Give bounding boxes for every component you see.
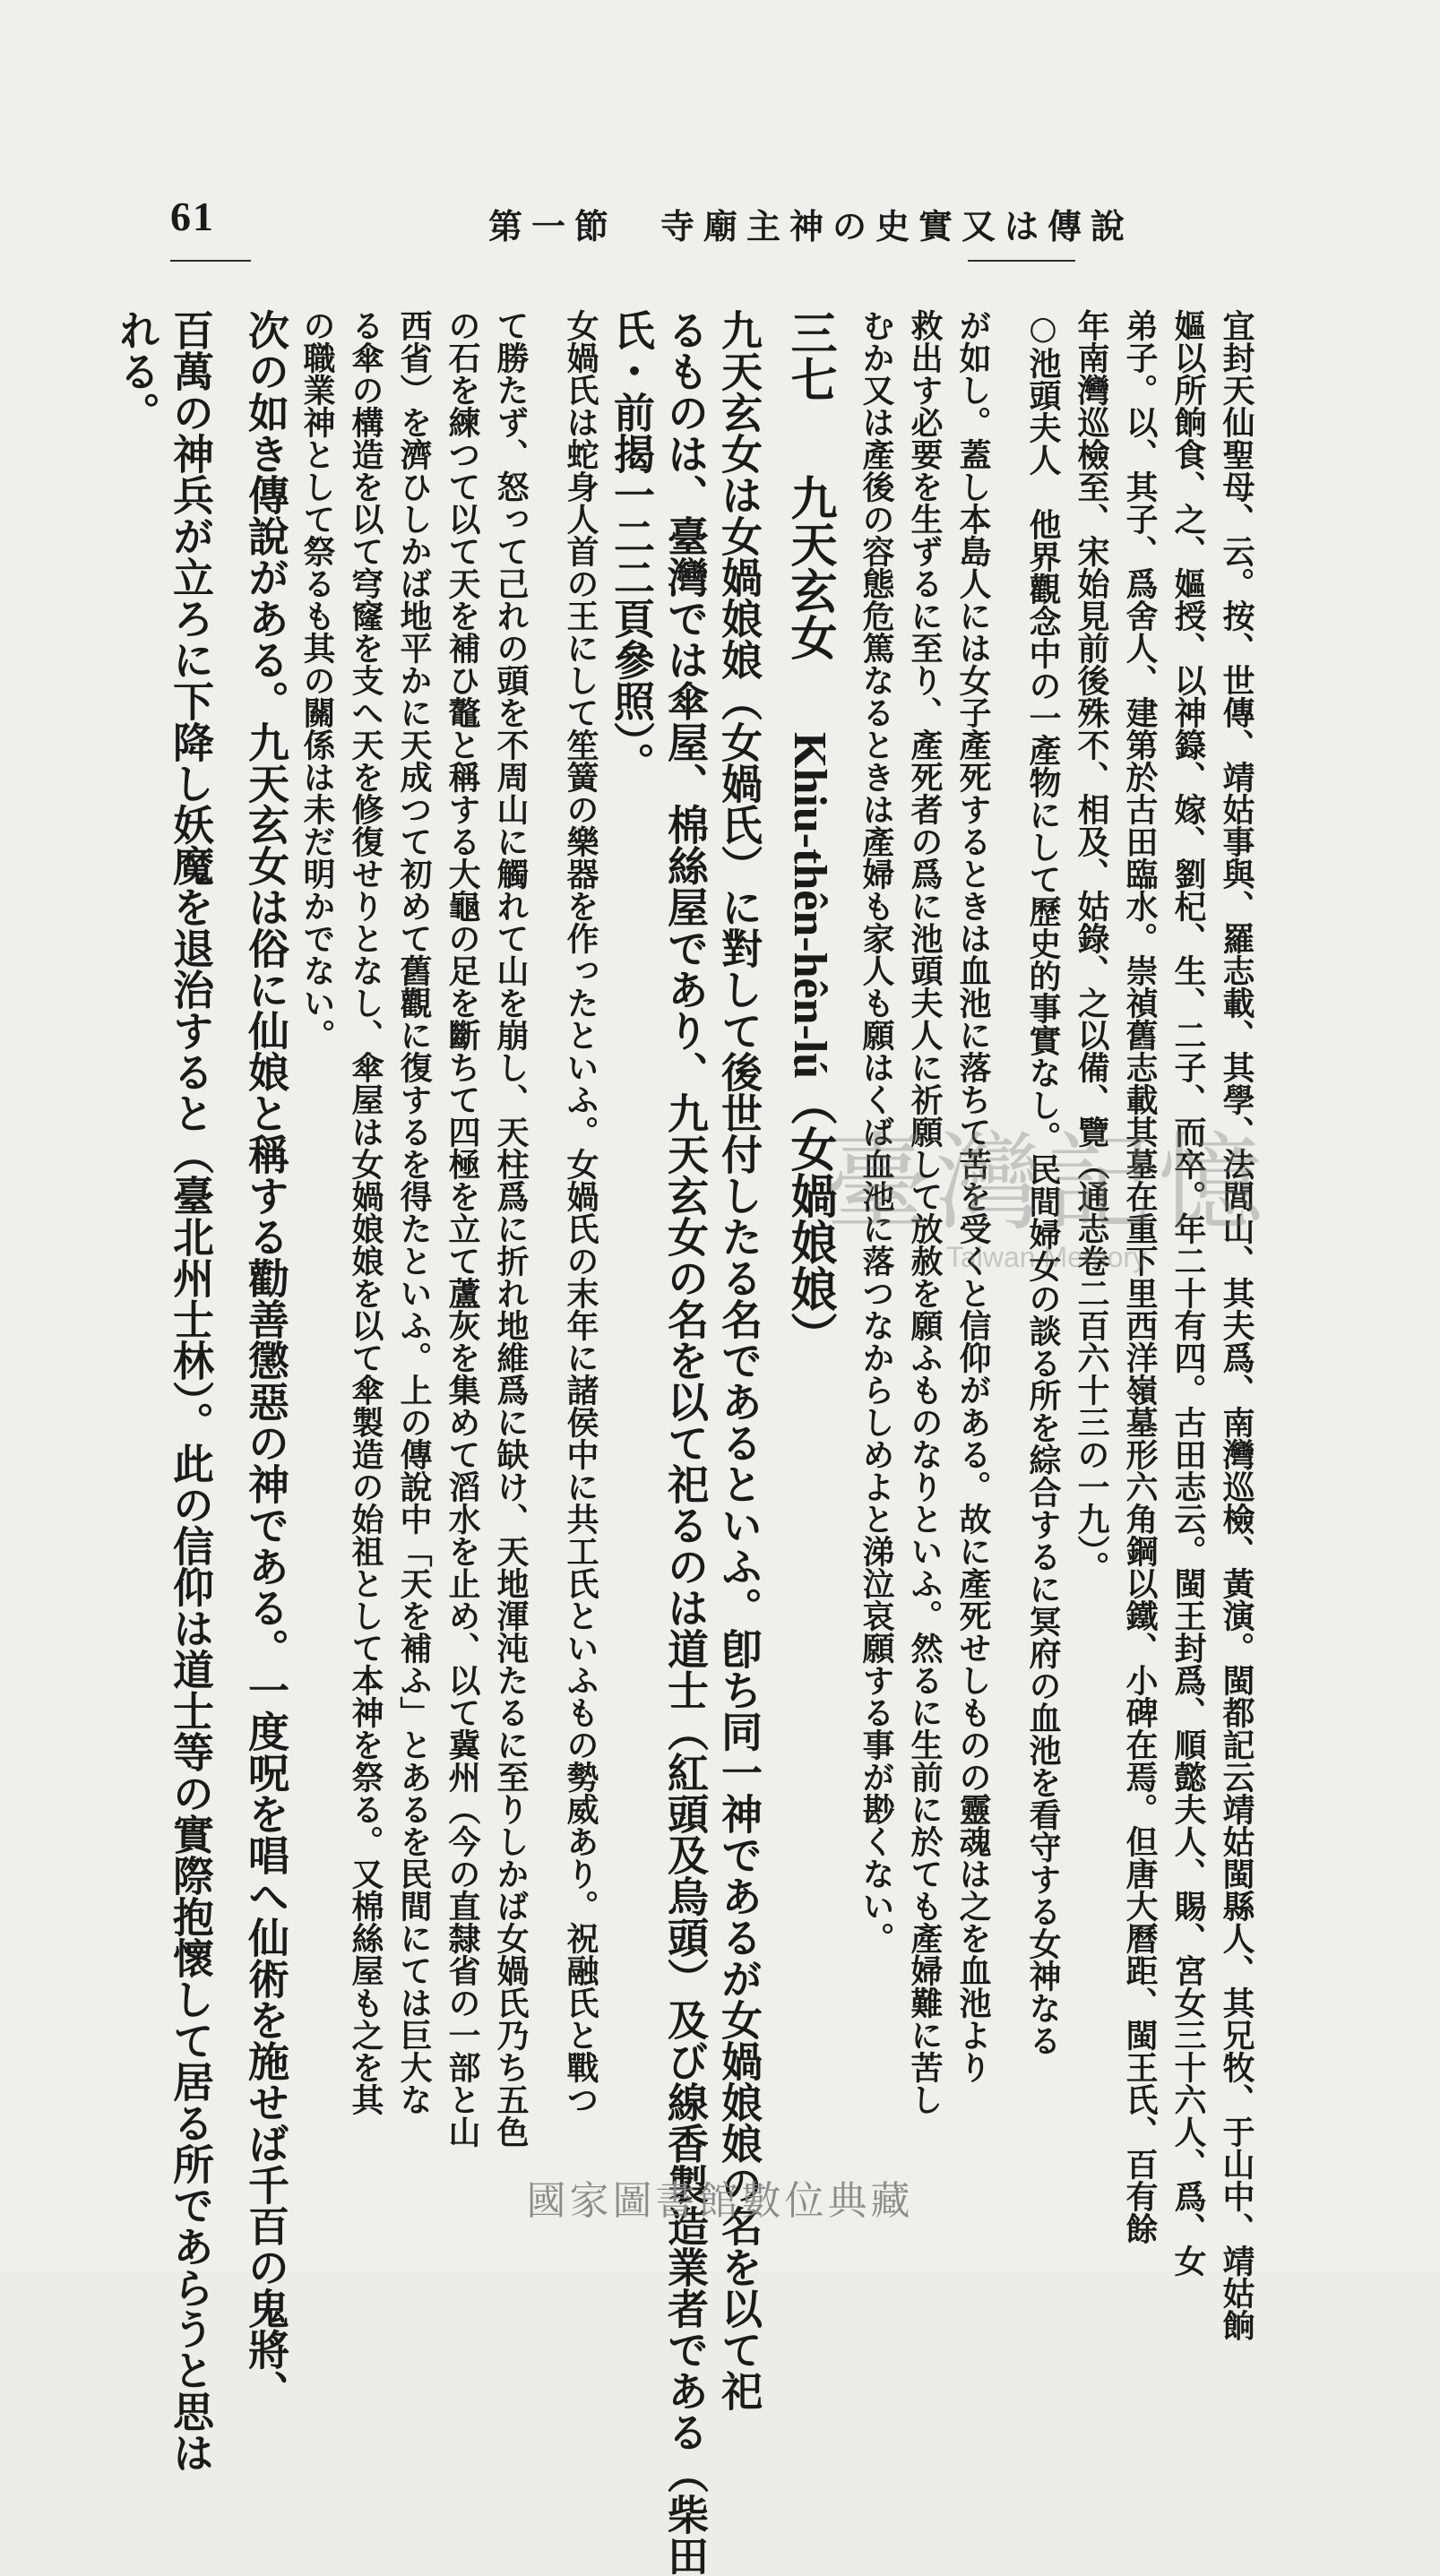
text-column: むか又は產後の容態危篤なるときは產婦も家人も願はくば血池に落つなからしめよと涕泣哀願する事が尠くない。	[858, 309, 895, 1954]
text-column-content: 他界觀念中の一產物にして歷史的事實なし。民間婦女の談る所を綜合するに冥府の血池を看守する女神なる	[1024, 476, 1062, 2056]
text-column: 弟子。以、其子、爲舍人、建第於古田臨水。崇禎舊志載其墓在重下里西洋嶺墓形六角鋼以鐵、小碑在焉。但唐大曆距、閩王氏、百有餘	[1121, 309, 1159, 2244]
text-column: 百萬の神兵が立ろに下降し妖魔を退治すると（臺北州士林）。此の信仰は道士等の實際抱懷して居る所であらうと思は	[167, 309, 215, 2473]
section-title: 九天玄女	[782, 474, 837, 660]
text-column: 救出す必要を生ずるに至り、產死者の爲に池頭夫人に祈願して放赦を願ふものなりといふ。然るに生前に於ても產婦難に苦し	[906, 309, 944, 2115]
text-column: 次の如き傳說がある。九天玄女は俗に仙娘と稱する勸善懲惡の神である。一度呪を唱へ仙術を施せば千百の鬼將、	[242, 309, 290, 2411]
text-column: 宜封天仙聖母、云。按、世傳、靖姑事與、羅志載、其學、法閭山、其夫爲、南灣巡檢、黃演。閩都記云靖姑閩縣人、其兄牧、于山中、靖姑餉	[1218, 309, 1255, 2341]
text-column: るものは、臺灣では傘屋、棉絲屋であり、九天玄女の名を以て祀るのは道士（紅頭及烏頭）及び線香製造業者である（柴田	[661, 309, 710, 2576]
section-number: 三七	[782, 309, 837, 402]
running-header: 第一節 寺廟主神の史實又は傳說	[488, 206, 1134, 246]
watermark-chinese: 臺灣記憶	[824, 1121, 1270, 1245]
text-column: 西省）を濟ひしかば地平かに天成つて初めて舊觀に復するを得たといふ。上の傳說中「天を補ふ」とあるを民間にては巨大な	[395, 309, 433, 2115]
text-column: が如し。蓋し本島人には女子產死するときは血池に落ちて苦を受くと信仰がある。故に產死せしものの靈魂は之を血池より	[954, 309, 992, 2083]
section-romanization: Khiu-thên-hên-lú	[784, 732, 835, 1080]
header-rule-right	[968, 260, 1075, 262]
text-column: る傘の構造を以て穹窿を支へ天を修復せりとなし、傘屋は女媧娘娘を以て傘製造の始祖として本神を祭る。又棉絲屋も之を其	[347, 309, 384, 2115]
text-column: 氏・前揭一二二頁參照）。	[608, 309, 656, 783]
section-title-paren: （女媧娘娘）	[782, 1079, 837, 1359]
header-rule-left	[170, 260, 251, 262]
text-column: 嫗以所餉食、之、嫗授、以神籙、嫁、劉杞、生、二子、而卒。年二十有四。古田志云。閩王封爲、順懿夫人、賜、宮女三十六人、爲、女	[1169, 309, 1207, 2277]
section-label-chitou: ○池頭夫人	[1024, 309, 1062, 476]
page-number: 61	[170, 194, 215, 239]
text-column: の石を練つて以て天を補ひ鼇と稱する大龜の足を斷ちて四極を立て蘆灰を集めて滔水を止め、以て冀州（今の直隸省の一部と山	[444, 309, 481, 2148]
footer-credit: 國家圖書館數位典藏	[526, 2178, 914, 2224]
text-column: 女媧氏は蛇身人首の王にして笙簧の樂器を作ったといふ。女媧氏の末年に諸侯中に共工氏といふもの勢威あり。祝融氏と戰つ	[562, 309, 599, 2115]
watermark-english: Taiwan Memory	[945, 1241, 1148, 1273]
text-column: 年南灣巡檢至、宋始見前後殊不、相及、姑錄、之以備、覽（通志卷二百六十三の一九）。	[1073, 309, 1110, 1583]
watermark	[824, 1098, 1269, 1274]
text-column: の職業神として祭るも其の關係は未だ明かでない。	[298, 309, 336, 1051]
text-column: て勝たず、怒って己れの頭を不周山に觸れて山を崩し、天柱爲に折れ地維爲に缺け、天地渾沌たるに至りしかば女媧氏乃ち五色	[492, 309, 530, 2148]
text-column: れる。	[113, 309, 161, 433]
text-column: 九天玄女は女媧娘娘（女媧氏）に對して後世付したる名であるといふ。卽ち同一神であるが女媧娘娘の名を以て祀	[715, 309, 763, 2411]
